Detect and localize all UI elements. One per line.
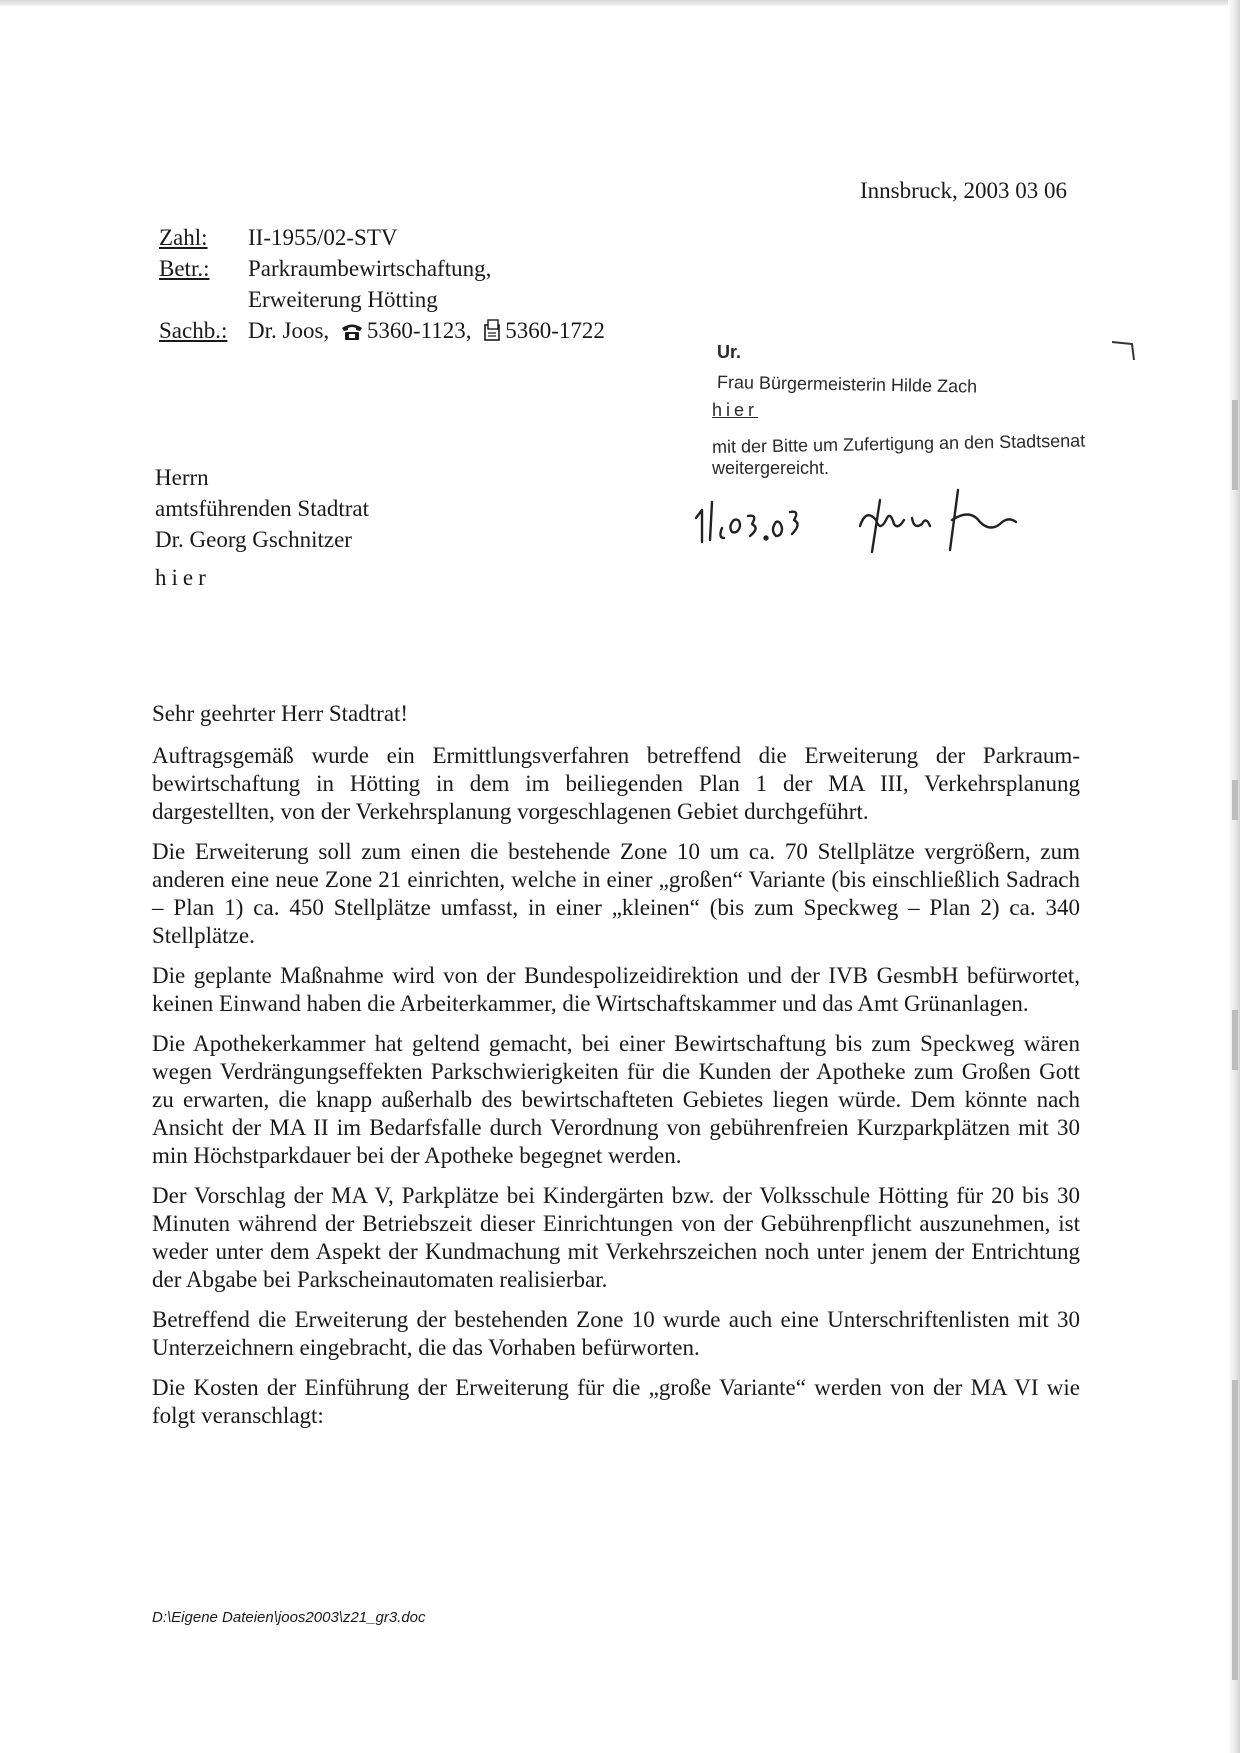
- recipient-line-1: Herrn: [155, 465, 209, 490]
- paragraph-3: Die geplante Maßnahme wird von der Bundespolizeidirektion und der IVB GesmbH befürwortet, keinen Einwand haben die Arbeiterkammer, die Wirtschaftskammer und das Amt Grünanlagen.: [152, 963, 1080, 1016]
- handwritten-date-and-signature: [690, 480, 1090, 560]
- stamp-request: mit der Bitte um Zufertigung an den Stadtsenat: [711, 430, 1086, 457]
- scan-mark: [1232, 780, 1238, 820]
- zahl-value: II-1955/02-STV: [248, 225, 398, 250]
- stamp-ur: Ur.: [717, 342, 742, 362]
- subject-row-2: [159, 284, 438, 315]
- scan-edge-top: [0, 0, 1240, 6]
- salutation: Sehr geehrter Herr Stadtrat!: [152, 701, 409, 726]
- paragraph-7: Die Kosten der Einführung der Erweiterung für die „große Variante“ werden von der MA VI wie folgt veranschlagt:: [152, 1375, 1080, 1428]
- scan-mark: [1232, 1010, 1238, 1070]
- subject-line-2: Erweiterung Hötting: [248, 287, 438, 312]
- letter-body: [152, 700, 1080, 1442]
- recipient-line-3: Dr. Georg Gschnitzer: [155, 527, 352, 552]
- subject-line-1: Parkraumbewirtschaftung,: [248, 256, 492, 281]
- stamp-addressee: Frau Bürgermeisterin Hilde Zach: [716, 372, 978, 397]
- fax-number: 5360-1722: [505, 318, 605, 343]
- reference-number-row: [159, 222, 397, 253]
- recipient-hier: hier: [155, 565, 211, 590]
- recipient-line-2: amtsführenden Stadtrat: [155, 496, 369, 521]
- letter-date: Innsbruck, 2003 03 06: [860, 178, 1067, 203]
- scan-mark: [1232, 1380, 1238, 1680]
- paragraph-4: Die Apothekerkammer hat geltend gemacht, bei einer Bewirtschaftung bis zum Speckweg wären wegen Verdrängungseffekten Parkschwierigkeiten für die Kunden der Apotheke zum Großen Gott zu erwarten, die knapp außerhalb des bewirtschafteten Gebietes liegen würde. Dem könnte nach Ansicht der MA II im Bedarfsfalle durch Verordnung von gebührenfreien Kurzparkplätzen mit 30 min Höchstparkdauer bei der Apotheke begegnet werden.: [152, 1031, 1080, 1168]
- paragraph-6: Betreffend die Erweiterung der bestehenden Zone 10 wurde auch eine Unterschriftenlisten mit 30 Unterzeichnern eingebracht, die das Vorhaben befürworten.: [152, 1307, 1080, 1360]
- scan-mark: [1232, 400, 1238, 490]
- paragraph-1: Auftragsgemäß wurde ein Ermittlungsverfahren betreffend die Erweiterung der Parkraumbewirtschaftung in Hötting in dem im beiliegenden Plan 1 der MA III, Verkehrsplanung dargestellten, von der Verkehrsplanung vorgeschlagenen Gebiet durchgeführt.: [152, 743, 1080, 824]
- fax-icon: [483, 318, 501, 349]
- phone-number: 5360-1123,: [366, 318, 472, 343]
- subject-row: [159, 253, 491, 284]
- zahl-label: Zahl:: [159, 225, 208, 250]
- stamp-corner-mark: [1110, 336, 1140, 366]
- telephone-icon: [341, 318, 363, 349]
- paragraph-2: Die Erweiterung soll zum einen die bestehende Zone 10 um ca. 70 Stellplätze vergrößern, zum anderen eine neue Zone 21 einrichten, welche in einer „großen“ Variante (bis einschließlich Sadrach – Plan 1) ca. 450 Stellplätze umfasst, in einer „kleinen“ (bis zum Speckweg – Plan 2) ca. 340 Stellplätze.: [152, 839, 1080, 948]
- paragraph-5: Der Vorschlag der MA V, Parkplätze bei Kindergärten bzw. der Volksschule Hötting für 20 bis 30 Minuten während der Betriebszeit dieser Einrichtungen von der Gebührenpflicht auszunehmen, ist weder unter dem Aspekt der Kundmachung mit Verkehrszeichen noch unter jenem der Entrichtung der Abgabe bei Parkscheinautomaten realisierbar.: [152, 1183, 1080, 1292]
- stamp-forwarded: weitergereicht.: [712, 458, 830, 478]
- file-path-footer: D:\Eigene Dateien\joos2003\z21_gr3.doc: [152, 1609, 426, 1626]
- stamp-hier: hier: [712, 400, 759, 420]
- clerk-name: Dr. Joos,: [248, 318, 330, 343]
- recipient-address: [155, 462, 369, 555]
- sachb-label: Sachb.:: [159, 318, 228, 343]
- clerk-row: [159, 315, 605, 349]
- betr-label: Betr.:: [159, 256, 210, 281]
